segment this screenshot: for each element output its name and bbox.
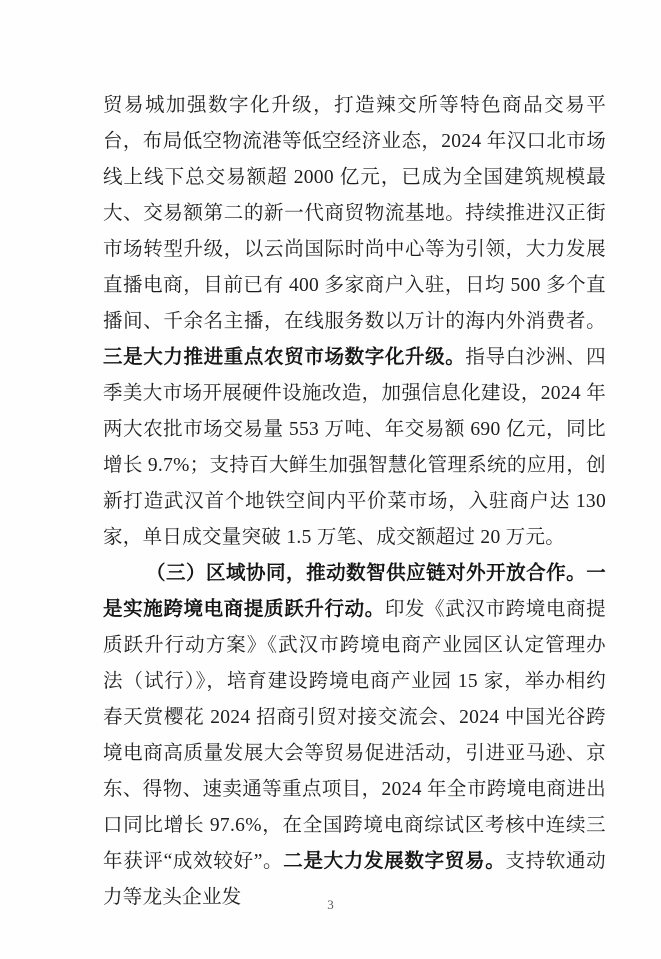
text-run-bold: 二是大力发展数字贸易。 [283, 851, 506, 872]
page-footer [0, 896, 661, 914]
page-number: 3 [327, 897, 334, 912]
text-run: 贸易城加强数字化升级，打造辣交所等特色商品交易平台，布局低空物流港等低空经济业态，2024 年汉口北市场线上线下总交易额超 2000 亿元，已成为全国建筑规模最大、交易额第二的新一代商贸物流基地。持续推进汉正街市场转型升级，以云尚国际时尚中心等为引领，大力发展直播电商，目前已有 400 多家商户入驻，日均 500 多个直播间、千余名主播，在线服务数以万计的海内外消费者。 [103, 95, 606, 332]
paragraph-2 [103, 556, 606, 916]
paragraph-1 [103, 88, 606, 556]
text-run: 印发《武汉市跨境电商提质跃升行动方案》《武汉市跨境电商产业园区认定管理办法（试行）》，培育建设跨境电商产业园 15 家，举办相约春天赏樱花 2024 招商引贸对接交流会、2024 中国光谷跨境电商高质量发展大会等贸易促进活动，引进亚马逊、京东、得物、速卖通等重点项目，2024 年全市跨境电商进出口同比增长 97.6%，在全国跨境电商综试区考核中连续三年获评“成效较好”。 [103, 599, 606, 872]
text-run: 支持软通动力等龙头企业发 [103, 851, 606, 908]
text-body [103, 88, 606, 916]
text-run-bold: （三）区域协同，推动数智供应链对外开放合作。一是实施跨境电商提质跃升行动。 [103, 563, 606, 620]
text-run: 指导白沙洲、四季美大市场开展硬件设施改造，加强信息化建设，2024 年两大农批市场交易量 553 万吨、年交易额 690 亿元，同比增长 9.7%；支持百大鲜生加强智慧化管理系统的应用，创新打造武汉首个地铁空间内平价菜市场，入驻商户达 130 家，单日成交量突破 1.5 万笔、成交额超过 20 万元。 [103, 347, 606, 548]
text-run-bold: 三是大力推进重点农贸市场数字化升级。 [103, 347, 466, 368]
